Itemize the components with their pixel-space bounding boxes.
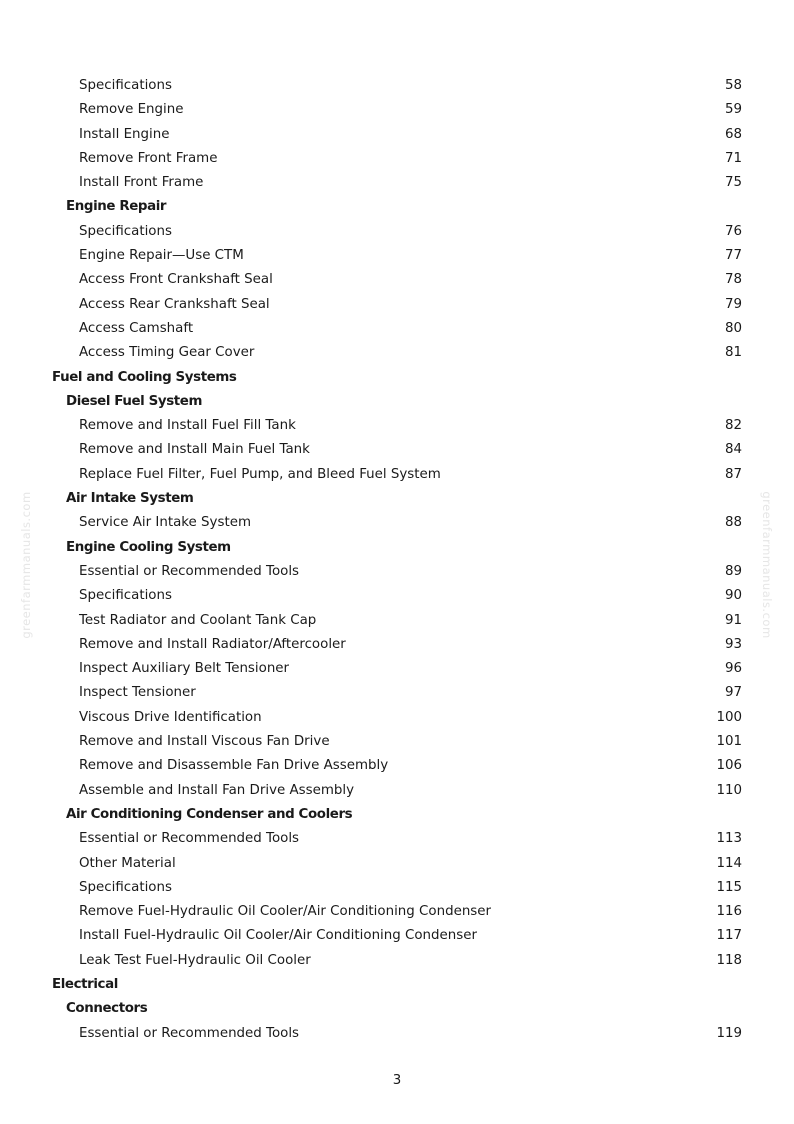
toc-chapter-heading[interactable]: [0, 367, 794, 391]
toc-entry-title: Replace Fuel Filter, Fuel Pump, and Bleed Fuel System: [79, 466, 441, 482]
toc-entry-title: Essential or Recommended Tools: [79, 831, 300, 847]
toc-entry[interactable]: [0, 780, 794, 804]
toc-entry-page: 76: [724, 223, 742, 239]
toc-entry-title: Inspect Tensioner: [79, 685, 196, 701]
toc-entry[interactable]: [0, 731, 794, 755]
toc-entry-title: Engine Repair: [66, 199, 167, 215]
toc-chapter-heading[interactable]: [0, 974, 794, 998]
toc-entry-title: Engine Repair—Use CTM: [79, 248, 244, 264]
toc-entry-title: Specifications: [79, 223, 172, 239]
toc-entry[interactable]: [0, 439, 794, 463]
toc-entry-page: 113: [716, 831, 742, 847]
toc-entry[interactable]: [0, 415, 794, 439]
toc-entry[interactable]: [0, 658, 794, 682]
toc-entry-title: Essential or Recommended Tools: [79, 563, 300, 579]
toc-entry-page: 79: [724, 296, 742, 312]
toc-entry-page: 114: [716, 855, 742, 871]
toc-entry-page: 101: [716, 734, 742, 750]
toc-entry-page: 90: [724, 588, 742, 604]
toc-entry-page: 110: [716, 782, 742, 798]
toc-entry-page: 89: [724, 563, 742, 579]
toc-entry-title: Remove and Install Main Fuel Tank: [79, 442, 310, 458]
toc-entry-page: 117: [716, 928, 742, 944]
toc-section-heading[interactable]: [0, 488, 794, 512]
toc-entry-page: 75: [724, 175, 742, 191]
toc-entry-title: Install Engine: [79, 126, 170, 142]
toc-entry-page: 100: [716, 709, 742, 725]
toc-entry-title: Engine Cooling System: [66, 539, 231, 555]
toc-entry[interactable]: [0, 682, 794, 706]
toc-entry-title: Service Air Intake System: [79, 515, 251, 531]
toc-section-heading[interactable]: [0, 391, 794, 415]
toc-entry[interactable]: [0, 950, 794, 974]
toc-entry-title: Fuel and Cooling Systems: [52, 369, 237, 385]
toc-entry-title: Essential or Recommended Tools: [79, 1025, 300, 1041]
toc-entry-title: Remove Front Frame: [79, 150, 218, 166]
toc-entry[interactable]: [0, 877, 794, 901]
toc-entry[interactable]: [0, 634, 794, 658]
toc-entry[interactable]: [0, 707, 794, 731]
toc-entry[interactable]: [0, 269, 794, 293]
toc-entry-page: 118: [716, 952, 742, 968]
toc-entry-title: Electrical: [52, 976, 118, 992]
toc-entry-page: 80: [724, 320, 742, 336]
toc-entry-title: Inspect Auxiliary Belt Tensioner: [79, 661, 290, 677]
toc-section-heading[interactable]: [0, 537, 794, 561]
toc-entry-title: Remove Engine: [79, 102, 184, 118]
toc-entry-page: 81: [724, 345, 742, 361]
toc-entry[interactable]: [0, 245, 794, 269]
toc-entry[interactable]: [0, 610, 794, 634]
toc-entry[interactable]: [0, 148, 794, 172]
toc-entry[interactable]: [0, 99, 794, 123]
toc-entry[interactable]: [0, 464, 794, 488]
watermark-left: greenfarmmanuals.com: [19, 491, 33, 639]
toc-entry-page: 116: [716, 904, 742, 920]
toc-entry[interactable]: [0, 342, 794, 366]
toc-entry-title: Access Front Crankshaft Seal: [79, 272, 273, 288]
toc-entry-page: 71: [724, 150, 742, 166]
toc-entry[interactable]: [0, 221, 794, 245]
toc-entry-title: Remove and Install Viscous Fan Drive: [79, 734, 330, 750]
toc-entry-page: 106: [716, 758, 742, 774]
toc-entry-title: Specifications: [79, 78, 172, 93]
toc-entry-title: Access Rear Crankshaft Seal: [79, 296, 270, 312]
page-number: 3: [392, 1073, 402, 1088]
toc-entry-page: 87: [724, 466, 742, 482]
toc-entry-title: Remove Fuel-Hydraulic Oil Cooler/Air Conditioning Condenser: [79, 904, 492, 920]
toc-entry[interactable]: [0, 925, 794, 949]
toc-entry-page: 97: [724, 685, 742, 701]
toc-section-heading[interactable]: [0, 196, 794, 220]
toc-entry-title: Air Conditioning Condenser and Coolers: [66, 806, 353, 822]
toc-entry[interactable]: [0, 512, 794, 536]
toc-entry-title: Test Radiator and Coolant Tank Cap: [79, 612, 317, 628]
toc-entry-title: Specifications: [79, 879, 172, 895]
toc-entry-title: Connectors: [66, 1001, 148, 1017]
toc-entry-page: 91: [724, 612, 742, 628]
toc-entry-title: Remove and Install Radiator/Aftercooler: [79, 636, 346, 652]
toc-entry-page: 84: [724, 442, 742, 458]
toc-entry[interactable]: [0, 294, 794, 318]
toc-entry[interactable]: [0, 585, 794, 609]
toc-entry[interactable]: [0, 124, 794, 148]
toc-entry-title: Assemble and Install Fan Drive Assembly: [79, 782, 355, 798]
toc-entry[interactable]: [0, 172, 794, 196]
toc-entry-page: 93: [724, 636, 742, 652]
toc-entry-page: 78: [724, 272, 742, 288]
toc-entry-title: Other Material: [79, 855, 176, 871]
toc-section-heading[interactable]: [0, 998, 794, 1022]
toc-entry-page: 96: [724, 661, 742, 677]
toc-entry-page: 82: [724, 418, 742, 434]
toc-entry[interactable]: [0, 75, 794, 99]
watermark-right: greenfarmmanuals.com: [760, 491, 774, 639]
toc-entry-title: Access Timing Gear Cover: [79, 345, 255, 361]
toc-section-heading[interactable]: [0, 804, 794, 828]
toc-entry[interactable]: [0, 1023, 794, 1047]
toc-entry[interactable]: [0, 561, 794, 585]
toc-entry-page: 88: [724, 515, 742, 531]
toc-entry[interactable]: [0, 828, 794, 852]
table-of-contents: [0, 75, 794, 1047]
toc-entry[interactable]: [0, 755, 794, 779]
toc-entry-page: 115: [716, 879, 742, 895]
toc-entry[interactable]: [0, 853, 794, 877]
toc-entry-page: 58: [724, 78, 742, 93]
toc-entry-page: 77: [724, 248, 742, 264]
toc-entry-title: Remove and Install Fuel Fill Tank: [79, 418, 296, 434]
toc-entry-title: Air Intake System: [66, 491, 194, 507]
toc-entry[interactable]: [0, 901, 794, 925]
toc-entry-title: Specifications: [79, 588, 172, 604]
toc-entry-title: Diesel Fuel System: [66, 393, 203, 409]
toc-entry-page: 59: [724, 102, 742, 118]
toc-entry-title: Viscous Drive Identification: [79, 709, 262, 725]
toc-entry[interactable]: [0, 318, 794, 342]
toc-entry-page: 68: [724, 126, 742, 142]
toc-entry-page: 119: [716, 1025, 742, 1041]
toc-entry-title: Install Fuel-Hydraulic Oil Cooler/Air Conditioning Condenser: [79, 928, 477, 944]
toc-entry-title: Leak Test Fuel-Hydraulic Oil Cooler: [79, 952, 311, 968]
toc-entry-title: Remove and Disassemble Fan Drive Assembly: [79, 758, 389, 774]
toc-entry-title: Install Front Frame: [79, 175, 204, 191]
toc-entry-title: Access Camshaft: [79, 320, 194, 336]
